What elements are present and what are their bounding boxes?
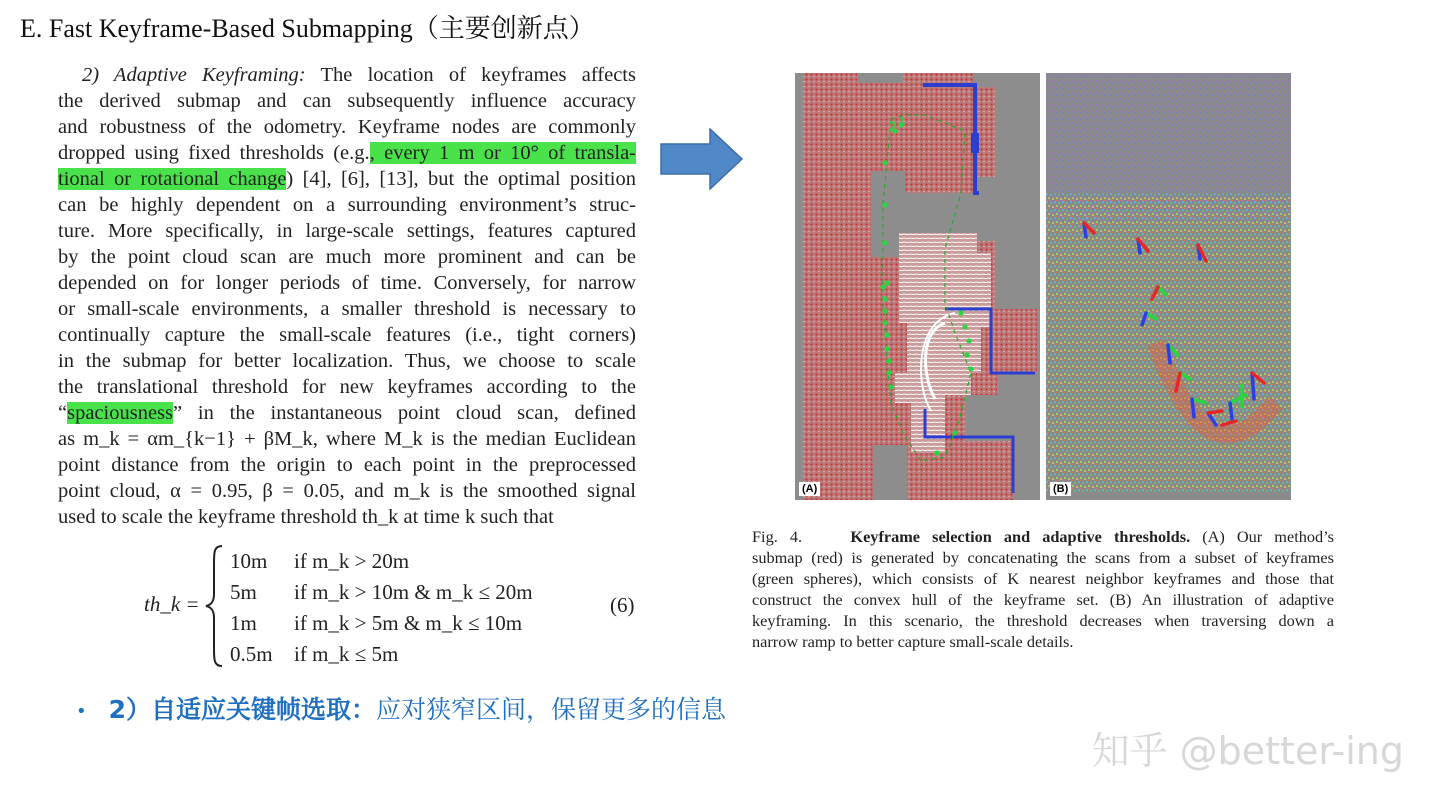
caption-text: (A) Our method’s [1190,527,1334,546]
submap-point-cloud [795,73,1040,500]
paragraph-line [58,166,636,192]
equation-number: (6) [610,593,635,617]
summary-note [76,690,726,726]
case-condition: if m_k > 10m & m_k ≤ 20m [294,580,533,604]
paragraph-line [58,400,636,426]
paragraph-text: dropped using fixed thresholds (e.g. [58,142,370,164]
paragraph-line: point distance from the origin to each point in the preprocessed [58,454,636,476]
caption-line: narrow ramp to better capture small-scale details. [752,632,1074,651]
caption-line: (green spheres), which consists of K nearest neighbor keyframes and those that [752,569,1334,588]
figure-caption [752,526,1334,652]
caption-line: construct the convex hull of the keyframe set. (B) An illustration of adaptive [752,590,1334,609]
paragraph-line: as m_k = αm_{k−1} + βM_k, where M_k is the median Euclidean [58,428,636,450]
caption-line: keyframing. In this scenario, the threshold decreases when traversing down a [752,611,1334,630]
paper-paragraph [58,62,636,530]
paragraph-text: ) [4], [6], [13], but the optimal position [286,168,636,190]
panel-a-label: (A) [799,482,820,496]
caption-line [752,526,1334,547]
case-value: 1m [230,611,257,635]
paragraph-line: the derived submap and can subsequently influence accuracy [58,90,636,112]
figure-panel-b [1046,73,1291,500]
keyframe-marker-label: 2 [889,118,897,134]
paragraph-text: “ [58,402,68,424]
adaptive-keyframing-point-cloud [1046,73,1291,500]
paragraph-line: continually capture the small-scale features (i.e., tight corners) [58,324,636,346]
paragraph-line: point cloud, α = 0.95, β = 0.05, and m_k is the smoothed signal [58,480,636,502]
slide-title: E. Fast Keyframe-Based Submapping（主要创新点） [20,14,595,43]
paragraph-text: The location of keyframes affects [305,64,636,86]
highlighted-text: spaciousness [67,402,174,424]
threshold-equation [144,546,644,674]
highlighted-text: , every 1 m or 10° of transla- [369,142,637,164]
caption-line: submap (red) is generated by concatenating the scans from a subset of keyframes [752,548,1334,567]
highlighted-text: tional or rotational change [58,168,287,190]
figure-4 [795,73,1291,500]
paragraph-line: depended on for longer periods of time. Conversely, for narrow [58,272,636,294]
note-text: 应对狭窄区间，保留更多的信息 [376,695,727,724]
paragraph-line: can be highly dependent on a surrounding environment’s struc- [58,194,636,216]
keyframe-marker-label: 1 [899,116,906,128]
paragraph-line: used to scale the keyframe threshold th_k at time k such that [58,506,554,528]
figure-panel-a [795,73,1040,500]
right-arrow-icon [660,128,744,190]
note-heading: 2）自适应关键帧选取： [108,695,377,724]
panel-b-label: (B) [1050,482,1071,496]
paragraph-line [58,62,636,88]
paragraph-line: by the point cloud scan are much more prominent and can be [58,246,636,268]
paragraph-text: ” in the instantaneous point cloud scan, defined [173,402,636,424]
paragraph-heading: 2) Adaptive Keyframing: [82,64,306,86]
case-value: 10m [230,549,268,573]
equation-lhs: th_k = [144,592,200,616]
case-condition: if m_k > 5m & m_k ≤ 10m [294,611,523,635]
paragraph-line [58,140,636,166]
case-value: 0.5m [230,642,273,666]
paragraph-line: in the submap for better localization. Thus, we choose to scale [58,350,636,372]
case-value: 5m [230,580,257,604]
watermark: 知乎 @better-ing [1091,729,1404,773]
case-condition: if m_k > 20m [294,549,410,573]
caption-title: Keyframe selection and adaptive thresholds. [850,527,1191,546]
paragraph-line: the translational threshold for new keyframes according to the [58,376,636,398]
case-condition: if m_k ≤ 5m [294,642,399,666]
paragraph-line: and robustness of the odometry. Keyframe nodes are commonly [58,116,636,138]
paragraph-line: ture. More specifically, in large-scale settings, features captured [58,220,636,242]
paragraph-line: or small-scale environments, a smaller threshold is necessary to [58,298,636,320]
caption-label: Fig. 4. [752,527,803,546]
equation-brace [204,544,226,668]
bullet-icon: • [76,700,87,722]
